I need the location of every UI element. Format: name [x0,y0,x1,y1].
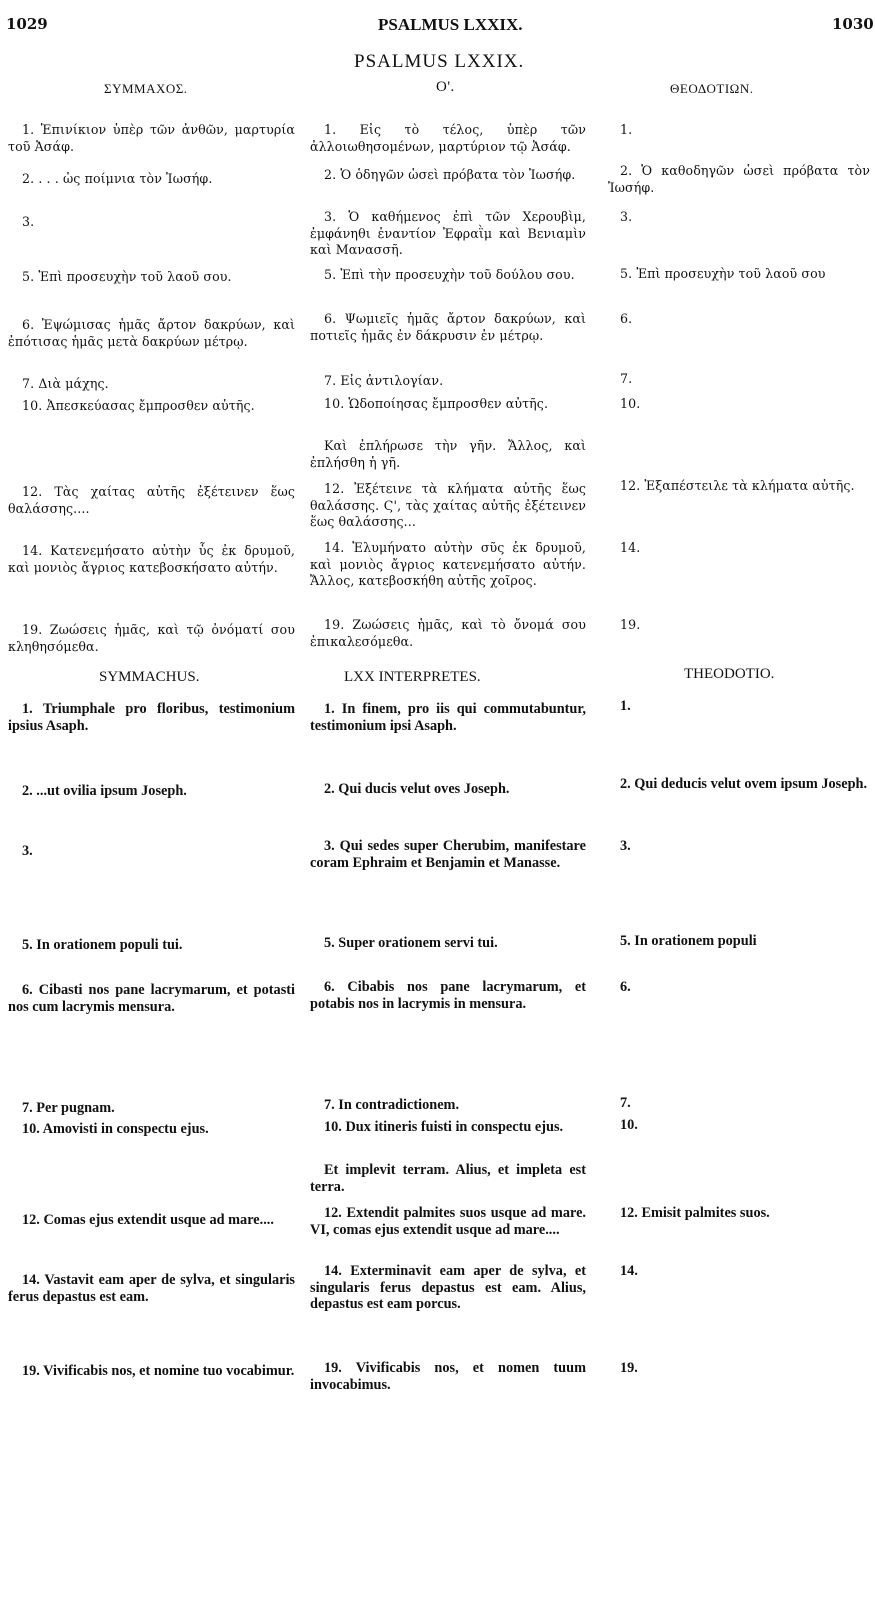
greek-symmachus-verse: 2. . . . ὡς ποίμνια τὸν Ἰωσήφ. [22,171,213,186]
greek-lxx-verse: 7. Εἰς ἀντιλογίαν. [324,373,444,388]
latin-theodotio-verse: 3. [620,838,631,854]
latin-head-symmachus: SYMMACHUS. [99,669,200,685]
greek-head-symmachus: ΣΥΜΜΑΧΟΣ. [104,81,188,96]
greek-lxx-verse: 3. Ὁ καθήμενος ἐπὶ τῶν Χερουβὶμ, ἐμφάνηθι ἐναντίον Ἐφραῒμ καὶ Βενιαμὶν καὶ Μανασσῆ. [310,209,586,257]
greek-theodotion-verse: 1. [620,122,633,137]
greek-head-theodotion: ΘΕΟΔΟΤΙΩΝ. [670,81,754,96]
page-number-left: 1029 [6,15,48,33]
page-number-right: 1030 [832,15,874,33]
greek-symmachus-verse: 6. Ἐψώμισας ἡμᾶς ἄρτον δακρύων, καὶ ἐπότισας ἡμᾶς μετὰ δακρύων μέτρῳ. [8,317,295,349]
greek-lxx-verse: 14. Ἐλυμήνατο αὐτὴν σῦς ἐκ δρυμοῦ, καὶ μονιὸς ἄγριος κατενεμήσατο αὐτήν. Ἄλλος, κατεβοσκήθη αὐτῆς χοῖρος. [310,540,586,588]
latin-lxx-verse: 19. Vivificabis nos, et nomen tuum invocabimus. [310,1360,586,1393]
latin-theodotio-verse: 12. Emisit palmites suos. [620,1205,770,1221]
latin-lxx-verse: 6. Cibabis nos pane lacrymarum, et potabis nos in lacrymis in mensura. [310,979,586,1012]
greek-lxx-verse: 19. Ζωώσεις ἡμᾶς, καὶ τὸ ὄνομά σου ἐπικαλεσόμεθα. [310,617,586,649]
latin-symmachus-verse: 1. Triumphale pro floribus, testimonium ipsius Asaph. [8,701,295,734]
greek-theodotion-verse: 14. [620,540,641,555]
latin-lxx-verse: 14. Exterminavit eam aper de sylva, et singularis ferus depastus est eam. Alius, depastus est eam porcus. [310,1263,586,1312]
greek-lxx-verse: 10. Ὡδοποίησας ἔμπροσθεν αὐτῆς. [324,396,549,411]
latin-theodotio-verse: 6. [620,979,631,995]
running-title: PSALMUS LXXIX. [378,15,523,34]
latin-lxx-verse: 1. In finem, pro iis qui commutabuntur, testimonium ipsi Asaph. [310,701,586,734]
greek-lxx-verse: Καὶ ἐπλήρωσε τὴν γῆν. Ἄλλος, καὶ ἐπλήσθη ἡ γῆ. [310,438,586,470]
greek-lxx-verse: 12. Ἐξέτεινε τὰ κλήματα αὐτῆς ἕως θαλάσσης. Ϛ', τὰς χαίτας αὐτῆς ἐξέτεινεν ἕως θαλάσσης... [310,481,586,529]
latin-symmachus-verse: 19. Vivificabis nos, et nomine tuo vocabimur. [22,1363,295,1379]
latin-lxx-verse: 5. Super orationem servi tui. [324,935,498,951]
latin-theodotio-verse: 14. [620,1263,638,1279]
psalm-title: PSALMUS LXXIX. [354,51,525,72]
latin-symmachus-verse: 10. Amovisti in conspectu ejus. [22,1121,209,1137]
latin-lxx-verse: 3. Qui sedes super Cherubim, manifestare coram Ephraim et Benjamin et Manasse. [310,838,586,871]
greek-symmachus-verse: 7. Διὰ μάχης. [22,376,109,391]
greek-theodotion-verse: 7. [620,371,633,386]
latin-symmachus-verse: 7. Per pugnam. [22,1100,115,1116]
greek-symmachus-verse: 3. [22,214,35,229]
greek-symmachus-verse: 10. Ἀπεσκεύασας ἔμπροσθεν αὐτῆς. [22,398,255,413]
latin-theodotio-verse: 1. [620,698,631,714]
greek-theodotion-verse: 3. [620,209,633,224]
greek-theodotion-verse: 6. [620,311,633,326]
latin-lxx-verse: 12. Extendit palmites suos usque ad mare. VI, comas ejus extendit usque ad mare.... [310,1205,586,1238]
latin-symmachus-verse: 3. [22,843,33,859]
latin-symmachus-verse: 2. ...ut ovilia ipsum Joseph. [22,783,187,799]
latin-lxx-verse: 10. Dux itineris fuisti in conspectu ejus. [324,1119,564,1135]
latin-lxx-verse: Et implevit terram. Alius, et impleta est terra. [310,1162,586,1195]
greek-lxx-verse: 2. Ὁ ὁδηγῶν ὡσεὶ πρόβατα τὸν Ἰωσήφ. [324,167,576,182]
greek-symmachus-verse: 5. Ἐπὶ προσευχὴν τοῦ λαοῦ σου. [22,269,232,284]
latin-theodotio-verse: 7. [620,1095,631,1111]
greek-head-lxx: Ο'. [436,79,455,95]
latin-symmachus-verse: 12. Comas ejus extendit usque ad mare.... [22,1212,274,1228]
greek-symmachus-verse: 19. Ζωώσεις ἡμᾶς, καὶ τῷ ὀνόματί σου κληθησόμεθα. [8,622,295,654]
greek-symmachus-verse: 1. Ἐπινίκιον ὑπὲρ τῶν ἀνθῶν, μαρτυρία τοῦ Ἀσάφ. [8,122,295,154]
latin-head-lxx: LXX INTERPRETES. [344,669,481,685]
latin-theodotio-verse: 5. In orationem populi [620,933,757,949]
latin-head-theodotio: THEODOTIO. [684,666,775,682]
latin-lxx-verse: 2. Qui ducis velut oves Joseph. [324,781,510,797]
greek-symmachus-verse: 14. Κατενεμήσατο αὐτὴν ὗς ἐκ δρυμοῦ, καὶ μονιὸς ἄγριος κατεβοσκήσατο αὐτήν. [8,543,295,575]
latin-theodotio-verse: 2. Qui deducis velut ovem ipsum Joseph. [620,776,868,792]
greek-lxx-verse: 1. Εἰς τὸ τέλος, ὑπὲρ τῶν ἀλλοιωθησομένων, μαρτύριον τῷ Ἀσάφ. [310,122,586,154]
latin-symmachus-verse: 5. In orationem populi tui. [22,937,183,953]
latin-lxx-verse: 7. In contradictionem. [324,1097,460,1113]
greek-lxx-verse: 5. Ἐπὶ τὴν προσευχὴν τοῦ δούλου σου. [324,267,575,282]
greek-theodotion-verse: 2. Ὁ καθοδηγῶν ὡσεὶ πρόβατα τὸν Ἰωσήφ. [608,163,870,195]
greek-lxx-verse: 6. Ψωμιεῖς ἡμᾶς ἄρτον δακρύων, καὶ ποτιεῖς ἡμᾶς ἐν δάκρυσιν ἐν μέτρῳ. [310,311,586,343]
latin-theodotio-verse: 10. [620,1117,638,1133]
greek-theodotion-verse: 19. [620,617,641,632]
latin-theodotio-verse: 19. [620,1360,638,1376]
latin-symmachus-verse: 14. Vastavit eam aper de sylva, et singularis ferus depastus est eam. [8,1272,295,1305]
greek-theodotion-verse: 10. [620,396,641,411]
greek-symmachus-verse: 12. Τὰς χαίτας αὐτῆς ἐξέτεινεν ἕως θαλάσσης.... [8,484,295,516]
latin-symmachus-verse: 6. Cibasti nos pane lacrymarum, et potasti nos cum lacrymis mensura. [8,982,295,1015]
greek-theodotion-verse: 12. Ἐξαπέστειλε τὰ κλήματα αὐτῆς. [620,478,855,493]
greek-theodotion-verse: 5. Ἐπὶ προσευχὴν τοῦ λαοῦ σου [620,266,826,281]
